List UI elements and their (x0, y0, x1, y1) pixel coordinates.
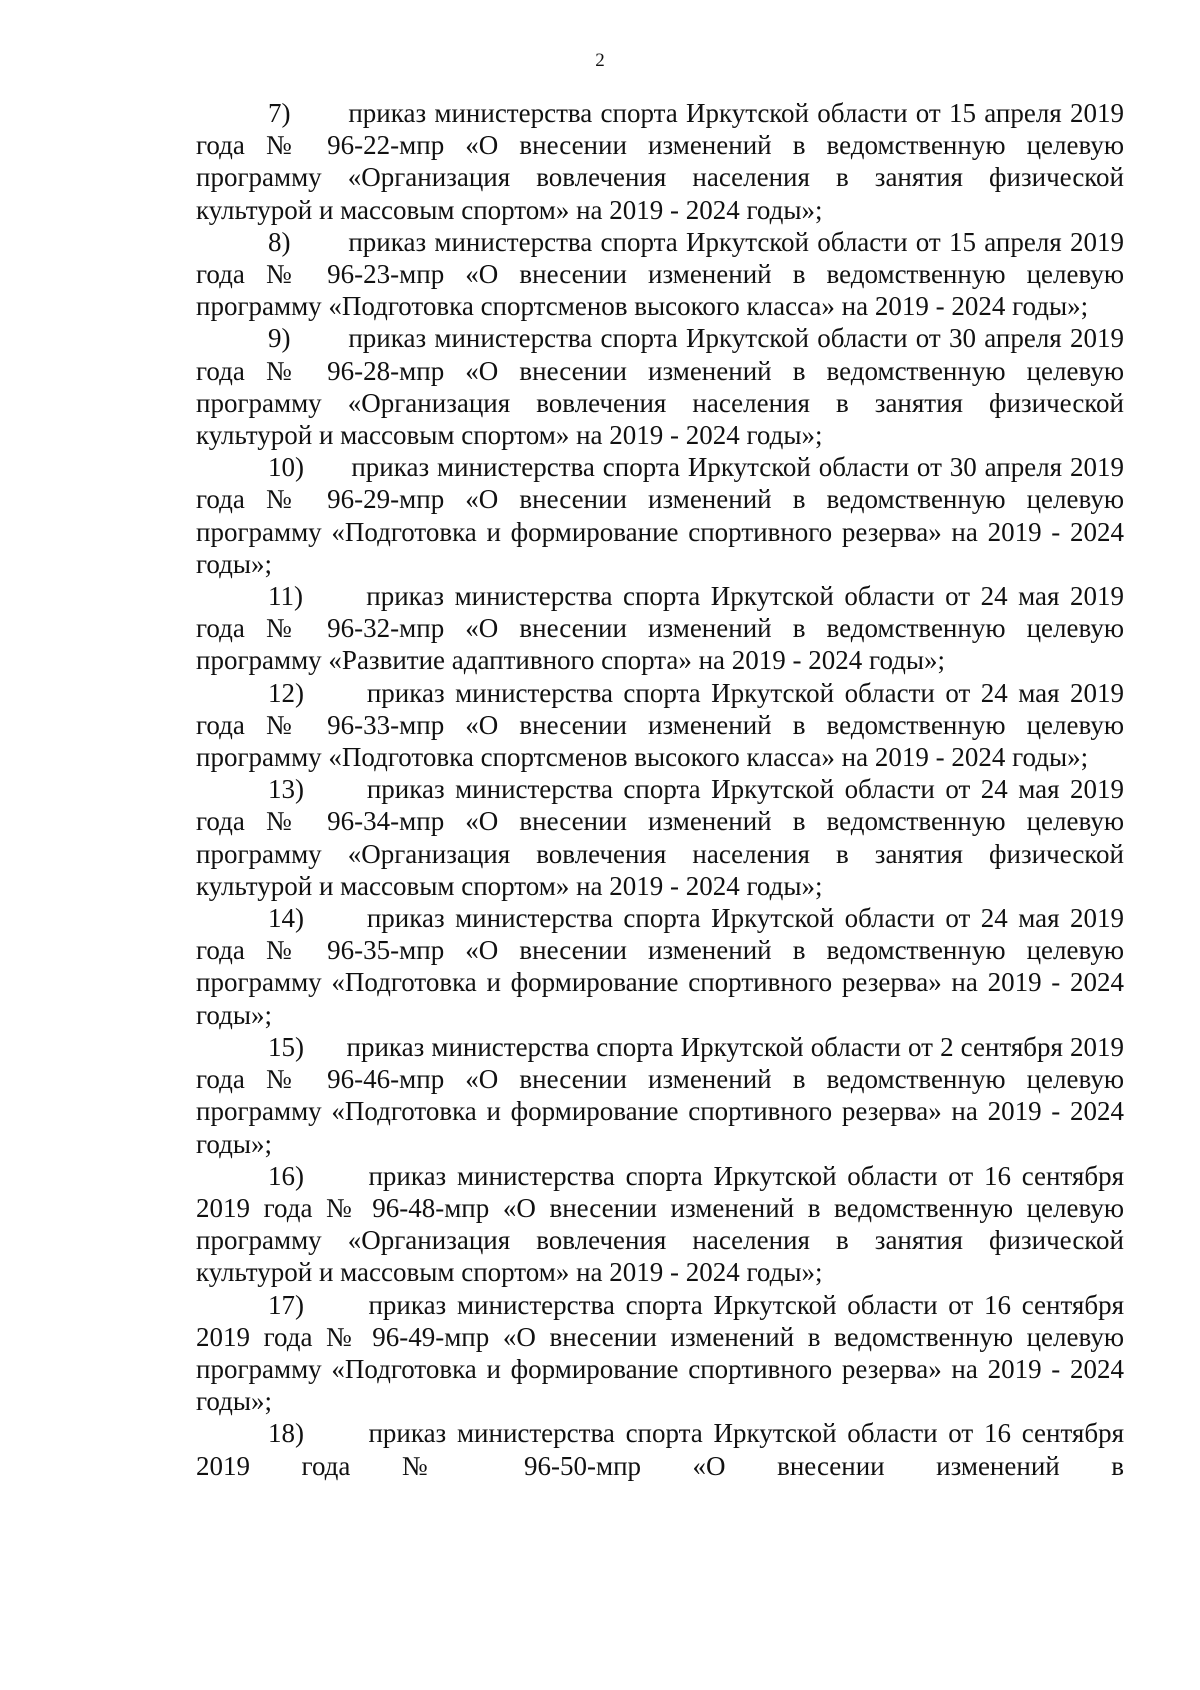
item-number: 8) (268, 226, 291, 257)
item-number: 12) (268, 677, 304, 708)
item-text: приказ министерства спорта Иркутской области от 16 сентября 2019 года № 96-49-мпр «О внесении изменений в ведомственную целевую программу «Подготовка и формирование спортивного резерва» на 2019 - 2024 годы»; (196, 1289, 1124, 1417)
item-number: 11) (268, 581, 303, 612)
document-body (196, 97, 1124, 1482)
list-item (196, 580, 1124, 677)
item-text: приказ министерства спорта Иркутской области от 30 апреля 2019 года № 96-29-мпр «О внесении изменений в ведомственную целевую программу «Подготовка и формирование спортивного резерва» на 2019 - 2024 годы»; (196, 452, 1124, 579)
list-item (196, 1160, 1124, 1289)
list-item (196, 451, 1124, 580)
item-text: приказ министерства спорта Иркутской области от 15 апреля 2019 года № 96-23-мпр «О внесении изменений в ведомственную целевую программу «Подготовка спортсменов высокого класса» на 2019 - 2024 годы»; (196, 226, 1124, 322)
item-text: приказ министерства спорта Иркутской области от 24 мая 2019 года № 96-33-мпр «О внесении изменений в ведомственную целевую программу «Подготовка спортсменов высокого класса» на 2019 - 2024 годы»; (196, 677, 1125, 773)
list-item (196, 1417, 1124, 1481)
item-number: 13) (268, 774, 304, 805)
item-text: приказ министерства спорта Иркутской области от 16 сентября 2019 года № 96-50-мпр «О внесении изменений в (196, 1418, 1124, 1481)
item-text: приказ министерства спорта Иркутской области от 15 апреля 2019 года № 96-22-мпр «О внесении изменений в ведомственную целевую программу «Организация вовлечения населения в занятия физической культурой и массовым спортом» на 2019 - 2024 годы»; (196, 98, 1124, 225)
page-number: 2 (595, 50, 605, 71)
list-item (196, 322, 1124, 451)
item-text: приказ министерства спорта Иркутской области от 24 мая 2019 года № 96-34-мпр «О внесении изменений в ведомственную целевую программу «Организация вовлечения населения в занятия физической культурой и массовым спортом» на 2019 - 2024 годы»; (196, 774, 1125, 901)
list-item (196, 1289, 1124, 1418)
item-number: 7) (268, 98, 291, 128)
item-text: приказ министерства спорта Иркутской области от 24 мая 2019 года № 96-32-мпр «О внесении изменений в ведомственную целевую программу «Развитие адаптивного спорта» на 2019 - 2024 годы»; (196, 581, 1124, 676)
item-number: 16) (268, 1160, 304, 1191)
list-item (196, 902, 1124, 1031)
list-item (196, 773, 1124, 902)
item-number: 10) (268, 452, 304, 483)
item-number: 15) (268, 1031, 304, 1062)
item-text: приказ министерства спорта Иркутской области от 2 сентября 2019 года № 96-46-мпр «О внесении изменений в ведомственную целевую программу «Подготовка и формирование спортивного резерва» на 2019 - 2024 годы»; (196, 1031, 1124, 1159)
item-text: приказ министерства спорта Иркутской области от 16 сентября 2019 года № 96-48-мпр «О внесении изменений в ведомственную целевую программу «Организация вовлечения населения в занятия физической культурой и массовым спортом» на 2019 - 2024 годы»; (196, 1160, 1124, 1288)
list-item (196, 677, 1124, 774)
list-item (196, 97, 1124, 226)
item-text: приказ министерства спорта Иркутской области от 24 мая 2019 года № 96-35-мпр «О внесении изменений в ведомственную целевую программу «Подготовка и формирование спортивного резерва» на 2019 - 2024 годы»; (196, 903, 1125, 1030)
list-item (196, 226, 1124, 323)
item-number: 9) (268, 323, 291, 354)
item-number: 17) (268, 1289, 304, 1320)
item-number: 14) (268, 903, 304, 934)
item-number: 18) (268, 1418, 304, 1449)
item-text: приказ министерства спорта Иркутской области от 30 апреля 2019 года № 96-28-мпр «О внесении изменений в ведомственную целевую программу «Организация вовлечения населения в занятия физической культурой и массовым спортом» на 2019 - 2024 годы»; (196, 323, 1124, 451)
list-item (196, 1031, 1124, 1160)
